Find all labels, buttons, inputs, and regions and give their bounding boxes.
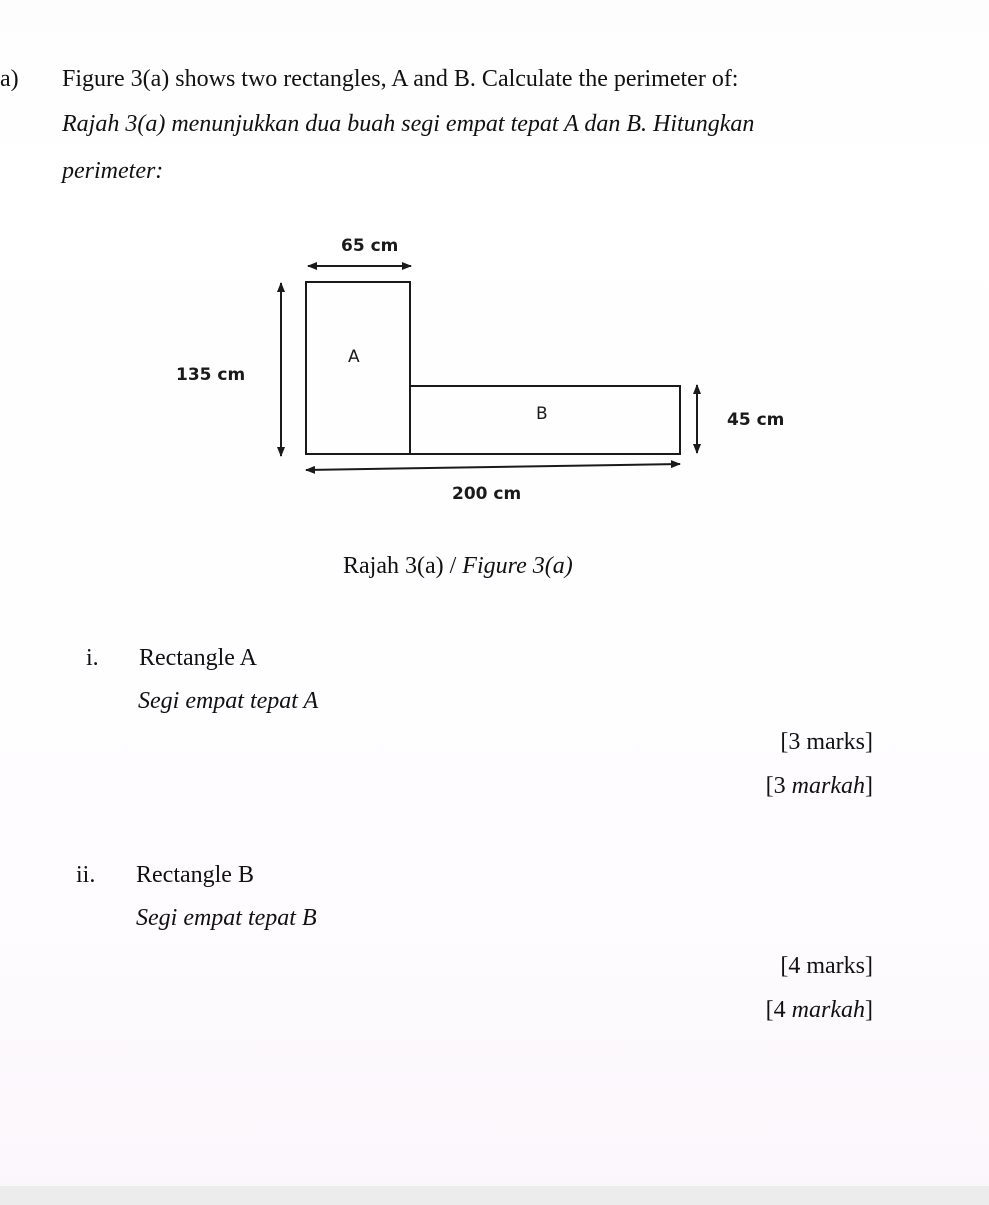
dimension-label-left: 135 cm	[176, 365, 246, 385]
part-ii-title-english: Rectangle B	[136, 862, 254, 888]
part-ii-marks-malay-close: ]	[865, 997, 873, 1023]
question-text-english: Figure 3(a) shows two rectangles, A and B. Calculate the perimeter of:	[62, 66, 739, 92]
part-ii-marks-malay	[766, 997, 873, 1023]
part-i-title-malay: Segi empat tepat A	[138, 688, 319, 714]
rectangle-b-label: B	[536, 404, 548, 424]
dimension-arrow-bottom	[306, 464, 680, 470]
part-ii-marks-malay-word: markah	[791, 997, 865, 1023]
figure-3a-diagram	[0, 0, 989, 600]
part-i-marks-malay-number: [3	[765, 773, 792, 799]
part-i-title-english: Rectangle A	[139, 645, 257, 671]
figure-caption-malay: Rajah 3(a) /	[343, 553, 463, 579]
question-label: a)	[0, 66, 19, 92]
part-i-number: i.	[86, 645, 99, 671]
part-i-marks-malay	[766, 773, 873, 799]
rectangle-a-label: A	[348, 347, 360, 367]
part-ii-number: ii.	[76, 862, 96, 888]
figure-caption	[343, 553, 573, 579]
part-ii-marks-malay-number: [4	[765, 997, 792, 1023]
part-i-marks-malay-word: markah	[791, 773, 865, 799]
dimension-label-top: 65 cm	[341, 236, 399, 256]
dimension-label-right: 45 cm	[727, 410, 785, 430]
part-ii-title-malay: Segi empat tepat B	[136, 905, 317, 931]
part-i-marks-malay-close: ]	[865, 773, 873, 799]
dimension-label-bottom: 200 cm	[452, 484, 522, 504]
rectangle-a-shape	[306, 282, 410, 454]
figure-caption-english: Figure 3(a)	[462, 553, 573, 579]
question-text-malay-continued: perimeter:	[62, 158, 164, 184]
part-ii-marks-english: [4 marks]	[780, 953, 873, 979]
question-text-malay: Rajah 3(a) menunjukkan dua buah segi empat tepat A dan B. Hitungkan	[62, 111, 755, 137]
page-bottom-edge	[0, 1186, 989, 1205]
part-i-marks-english: [3 marks]	[780, 729, 873, 755]
